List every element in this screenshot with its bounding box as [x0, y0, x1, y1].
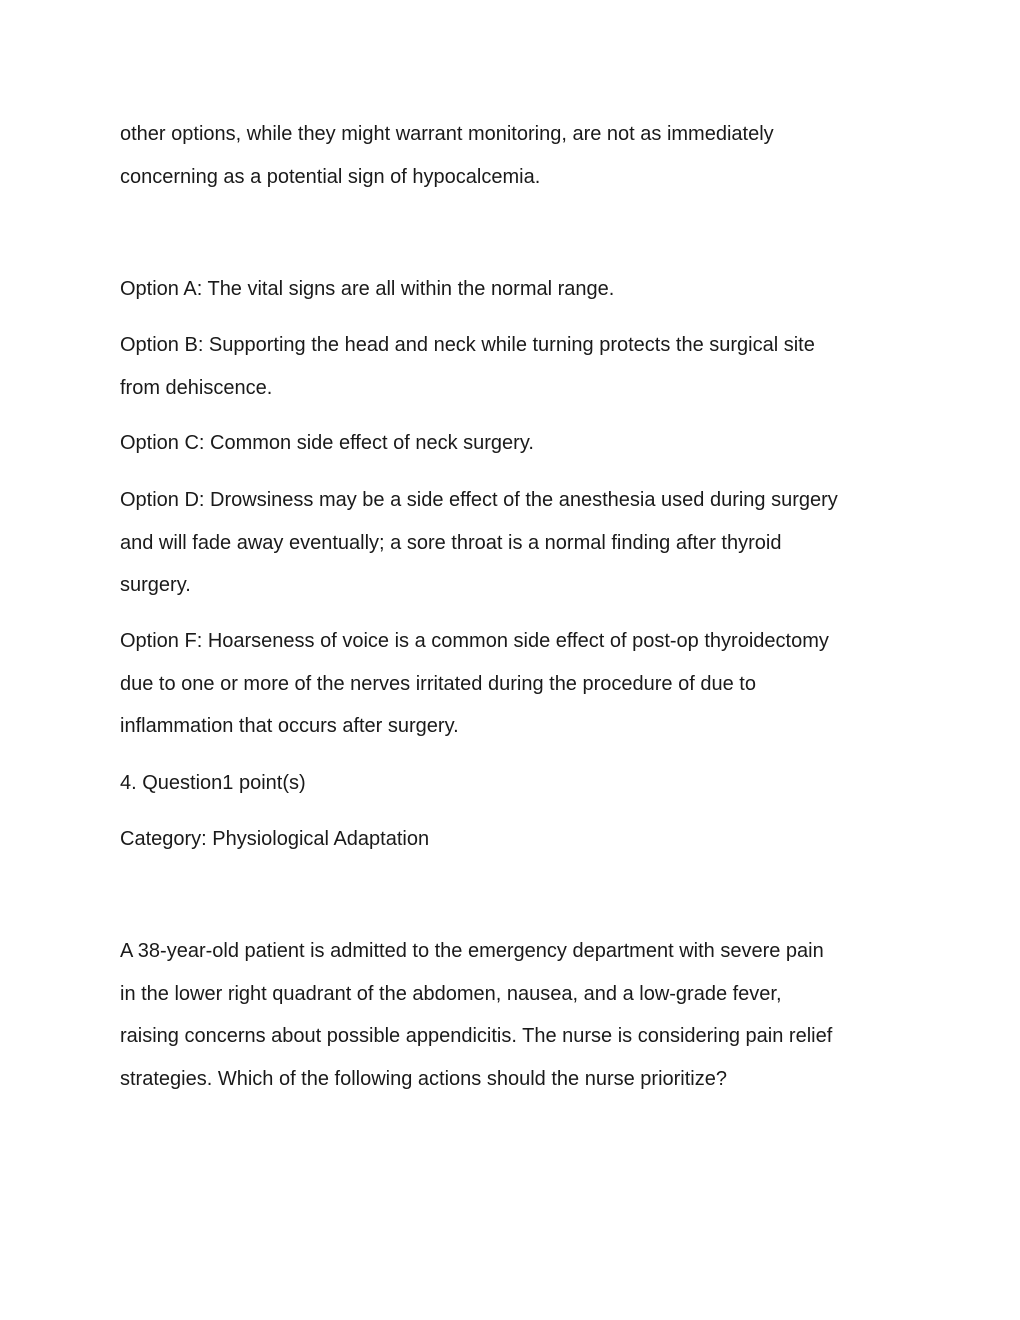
- option-d-line-2: and will fade away eventually; a sore throat is a normal finding after thyroid: [120, 531, 782, 554]
- category-text: Category: Physiological Adaptation: [120, 828, 430, 850]
- intro-paragraph: [120, 113, 910, 198]
- category-line: [120, 818, 910, 861]
- question-text-line-2: in the lower right quadrant of the abdomen, nausea, and a low-grade fever,: [120, 982, 782, 1005]
- option-b-line-2: from dehiscence.: [120, 376, 273, 399]
- question-text-line-4: strategies. Which of the following actions should the nurse prioritize?: [120, 1067, 727, 1090]
- intro-line-2: concerning as a potential sign of hypocalcemia.: [120, 165, 541, 188]
- question-text-line-3: raising concerns about possible appendicitis. The nurse is considering pain relief: [120, 1025, 833, 1047]
- option-d-line-1: Option D: Drowsiness may be a side effect of the anesthesia used during surgery: [120, 489, 838, 511]
- option-d-paragraph: [120, 479, 910, 607]
- question-header: [120, 762, 910, 805]
- option-b-paragraph: [120, 324, 910, 409]
- question-text-paragraph: [120, 930, 910, 1100]
- option-c-paragraph: [120, 422, 910, 465]
- question-text-line-1: A 38-year-old patient is admitted to the emergency department with severe pain: [120, 940, 824, 962]
- option-f-line-2: due to one or more of the nerves irritated during the procedure of due to: [120, 672, 756, 695]
- option-f-line-3: inflammation that occurs after surgery.: [120, 715, 459, 737]
- intro-line-1: other options, while they might warrant monitoring, are not as immediately: [120, 123, 774, 145]
- question-header-line: 4. Question1 point(s): [120, 772, 306, 794]
- option-a-paragraph: [120, 268, 910, 311]
- option-c-line-1: Option C: Common side effect of neck surgery.: [120, 432, 534, 454]
- option-b-line-1: Option B: Supporting the head and neck while turning protects the surgical site: [120, 334, 815, 356]
- option-f-line-1: Option F: Hoarseness of voice is a common side effect of post-op thyroidectomy: [120, 630, 829, 652]
- option-d-line-3: surgery.: [120, 574, 191, 596]
- option-f-paragraph: [120, 620, 910, 748]
- option-a-line-1: Option A: The vital signs are all within the normal range.: [120, 278, 615, 300]
